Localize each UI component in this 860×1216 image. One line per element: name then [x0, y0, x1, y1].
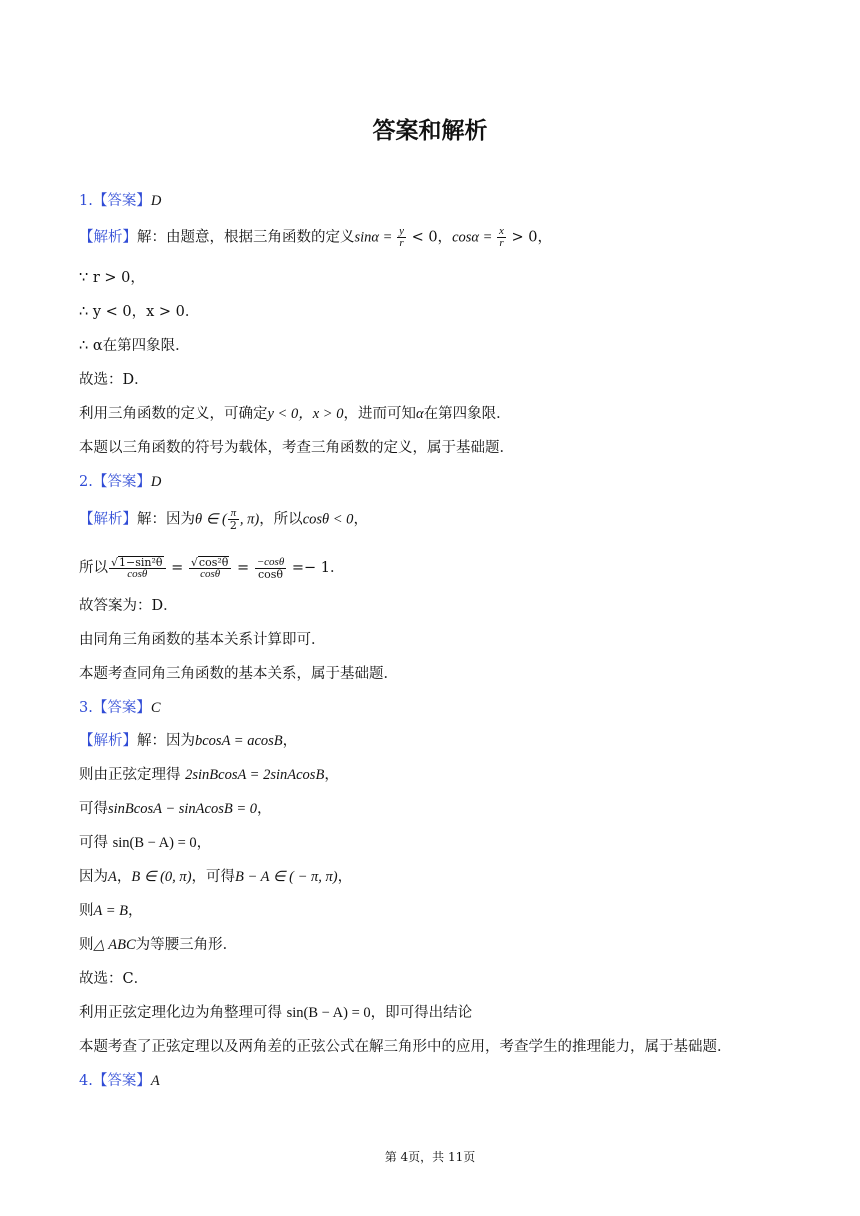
text-line: 则A = B， [79, 903, 143, 919]
fraction: $\frac{\text{√1−sin²θ}}{\cos\theta}$ [109, 556, 166, 580]
analysis-tag: 【解析】 [79, 229, 137, 246]
text-line: 利用正弦定理化边为角整理可得 sin(B − A) = 0，即可得出结论 [79, 1005, 473, 1021]
q1-analysis-line: 【解析】解：由题意，根据三角函数的定义sinα = $\frac{y}{r}$ < 0，cosα = $\frac{x}{r}$ > 0， [79, 225, 553, 249]
q2-analysis-line: 【解析】解：因为θ ∈ ( $\frac{\pi}{2}$ , π)，所以cosθ < 0， [79, 507, 368, 532]
text-line: 故选：D． [79, 372, 149, 388]
text-line: 本题以三角函数的符号为载体，考查三角函数的定义，属于基础题． [79, 440, 514, 456]
answer-tag: 2.【答案】 [79, 474, 151, 490]
answer-value: A [150, 1073, 160, 1089]
answer-tag: 1.【答案】 [79, 193, 151, 209]
fraction: $\frac{-\cos\theta}{\cos\theta}$ [256, 555, 285, 581]
text-line: 由同角三角函数的基本关系计算即可． [79, 632, 326, 648]
answer-value: C [150, 700, 161, 716]
q2-fraction-line: 所以 $\frac{\text{√1−sin²θ}}{\cos\theta}$ = $\frac{\text{√cos²θ}}{\cos\theta}$ = $\frac{-\cos\theta}{\cos\theta}$ =− 1． [79, 555, 345, 581]
text-line: 因为A，B ∈ (0, π)，可得B − A ∈ ( − π, π)， [79, 869, 353, 885]
page-footer: 第 4页，共 11页 [384, 1150, 476, 1164]
q1-answer-line [79, 191, 161, 211]
analysis-tag: 【解析】 [79, 511, 137, 528]
page-title: 答案和解析 [372, 118, 488, 144]
text-line: ∴ y < 0，x > 0． [79, 304, 200, 320]
fraction: $\frac{\pi}{2}$ [229, 507, 237, 532]
fraction: $\frac{\text{√cos²θ}}{\cos\theta}$ [189, 556, 231, 580]
text-line: 可得 sin(B − A) = 0， [79, 835, 212, 851]
text-line: ∴ α在第四象限． [79, 338, 190, 354]
q3-analysis-line: 【解析】解：因为bcosA = acosB， [79, 733, 298, 749]
q4-answer-line [79, 1071, 160, 1091]
analysis-tag: 【解析】 [79, 733, 137, 749]
answer-tag: 4.【答案】 [79, 1073, 151, 1089]
text-line: ∵ r > 0， [79, 270, 145, 286]
fraction: $\frac{y}{r}$ [399, 225, 404, 249]
answer-value: D [150, 193, 162, 209]
text-line: 利用三角函数的定义，可确定y < 0，x > 0，进而可知α在第四象限． [79, 406, 511, 422]
q2-answer-line [79, 472, 161, 492]
text-line: 则由正弦定理得 2sinBcosA = 2sinAcosB， [79, 767, 339, 783]
text-line: 则△ ABC为等腰三角形． [79, 937, 238, 953]
text-line: 故答案为：D． [79, 598, 178, 614]
answer-value: D [150, 474, 162, 490]
text-line: 本题考查了正弦定理以及两角差的正弦公式在解三角形中的应用，考查学生的推理能力，属于基础题． [79, 1039, 732, 1055]
text-line: 本题考查同角三角函数的基本关系，属于基础题． [79, 666, 398, 682]
text-line: 故选：C． [79, 971, 149, 987]
fraction: $\frac{x}{r}$ [499, 225, 504, 249]
answer-tag: 3.【答案】 [79, 700, 151, 716]
q3-answer-line [79, 698, 161, 718]
text-line: 可得sinBcosA − sinAcosB = 0， [79, 801, 272, 817]
